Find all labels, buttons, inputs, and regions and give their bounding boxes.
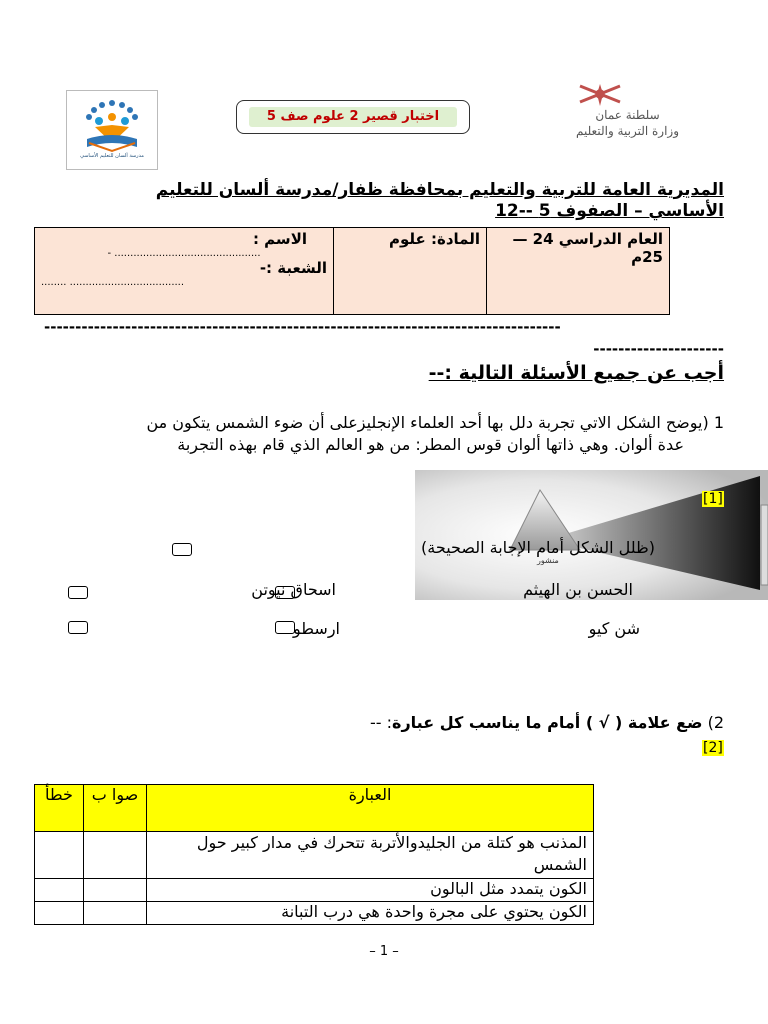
question-2-number: 2 (713, 713, 724, 732)
instructions-heading: أجب عن جميع الأسئلة التالية :-- (428, 362, 724, 384)
question-1-text (34, 412, 724, 456)
year-label: العام الدراسي 24 —25م (512, 230, 663, 266)
question-1-marks: [1] (703, 491, 723, 507)
header-correct: صوا ب (84, 785, 147, 832)
year-cell (487, 228, 670, 315)
option-newton: اسحاق نيوتن (251, 580, 336, 599)
sample-shape-icon (172, 543, 192, 556)
header-line-1: المديرية العامة للتربية والتعليم بمحافظة ظفار/مدرسة ألسان للتعليم (155, 180, 724, 200)
correct-answer-cell[interactable] (84, 832, 147, 879)
table-row (35, 902, 594, 925)
ministry-logo (545, 80, 710, 142)
option-newton-checkbox[interactable] (68, 586, 88, 599)
wrong-answer-cell[interactable] (35, 832, 84, 879)
statement-cell: الكون يتمدد مثل البالون (147, 879, 594, 902)
section-label: الشعبة :- (259, 259, 327, 277)
correct-answer-cell[interactable] (84, 879, 147, 902)
statement-cell: الكون يحتوي على مجرة واحدة هي درب التبانة (147, 902, 594, 925)
question-2-marks: [2] (703, 740, 723, 756)
ministry-name-1: سلطنة عمان (595, 108, 660, 122)
option-ibn-al-haytham: الحسن بن الهيثم (523, 580, 633, 599)
header-wrong: خطأ (35, 785, 84, 832)
school-header (44, 180, 724, 222)
question-2-suffix: : -- (369, 713, 392, 732)
page-number: – 1 – (369, 944, 399, 959)
header-statement: العبارة (147, 785, 594, 832)
quiz-title-box (236, 100, 470, 134)
name-field[interactable]: .............................................. - (107, 248, 261, 259)
student-info-table (34, 227, 670, 315)
school-logo (66, 90, 158, 170)
subject-cell (334, 228, 487, 315)
wrong-answer-cell[interactable] (35, 902, 84, 925)
ministry-name-2: وزارة التربية والتعليم (575, 124, 680, 138)
school-logo-caption: مدرسة ألسان للتعليم الأساسي (80, 153, 144, 159)
question-2-instruction: ضع علامة ( √ ) أمام ما يناسب كل عبارة (392, 713, 703, 732)
question-1-line-1: 1 (يوضح الشكل الاتي تجربة دلل بها أحد العلماء الإنجليزعلى أن ضوء الشمس يتكون من (146, 413, 724, 432)
quiz-title: اختبار قصير 2 علوم صف 5 (249, 107, 457, 127)
option-shen-kuo: شن كيو (588, 619, 640, 638)
emblem-icon (570, 80, 630, 110)
table-header-row (35, 785, 594, 832)
table-row (35, 832, 594, 879)
prism-label: منشور (537, 556, 559, 565)
header-line-2: الأساسي – الصفوف 5 --12 (495, 201, 724, 221)
option-shen-kuo-checkbox[interactable] (275, 621, 295, 634)
wrong-answer-cell[interactable] (35, 879, 84, 902)
true-false-table (34, 784, 594, 925)
question-1-line-2: عدة ألوان. وهي ذاتها ألوان قوس المطر: من هو العالم الذي قام بهذه التجربة (177, 435, 684, 454)
separator-line-2: --------------------- (593, 340, 724, 358)
option-aristotle: ارسطو (293, 619, 340, 638)
table-row (35, 879, 594, 902)
name-label: الاسم : (252, 230, 307, 248)
option-aristotle-checkbox[interactable] (68, 621, 88, 634)
question-1-instruction: (ظلل الشكل أمام الإجابة الصحيحة) (421, 538, 655, 557)
name-cell (35, 228, 334, 315)
statement-cell: المذنب هو كتلة من الجليدوالأتربة تتحرك في مدار كبير حول الشمس (147, 832, 594, 879)
subject-label: المادة: علوم (388, 230, 480, 248)
question-2-text: 2) ضع علامة ( √ ) أمام ما يناسب كل عبارة: -- (369, 713, 724, 732)
correct-answer-cell[interactable] (84, 902, 147, 925)
section-field[interactable]: .................................... ........ (41, 277, 185, 288)
separator-line-1: ----------------------------------------------------------------------------------- (44, 318, 561, 336)
